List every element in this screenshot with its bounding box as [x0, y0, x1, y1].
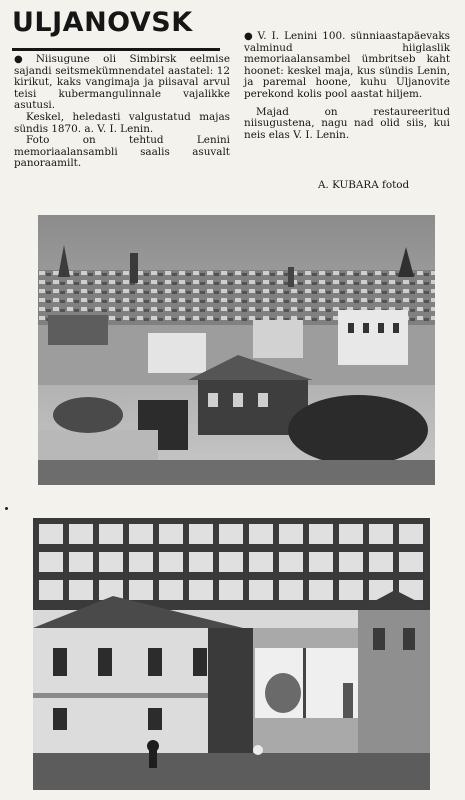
bullet-icon: ●: [14, 54, 33, 65]
left-column: [14, 54, 230, 170]
bullet-icon: ●: [244, 31, 255, 42]
headline-rule: [12, 48, 220, 51]
left-paragraph-1: [14, 54, 230, 112]
left-paragraph-1-text: Niisugune oli Simbirsk eelmise sajandi seitsmekümnendatel aastatel: 12 kirikut, kaks vangimaja ja piisaval arvul teisi kubermangulinnale vajalikke asutusi.: [14, 53, 230, 112]
right-paragraph-1: [244, 31, 450, 101]
panorama-image: [38, 215, 435, 485]
left-paragraph-2: Keskel, heledasti valgustatud majas sündis 1870. a. V. I. Lenin.: [14, 110, 230, 135]
memorial-image: [33, 518, 430, 790]
headline: ULJANOVSK: [12, 7, 193, 38]
panorama-photo: [38, 215, 435, 485]
left-paragraph-3: Foto on tehtud Lenini memoriaalansambli saalis asuvalt panoraamilt.: [14, 134, 230, 170]
memorial-photo: [33, 518, 430, 790]
right-paragraph-1-text: V. I. Lenini 100. sünniaastapäevaks valminud hiiglaslik memoriaalansambel ümbritseb kaht hoonet: keskel maja, kus sündis Lenin, ja paremal hoone, kuhu Uljanovite perekond kolis pool aastat hiljem.: [244, 30, 450, 100]
photo-credit: A. KUBARA fotod: [318, 179, 410, 191]
right-column: [244, 31, 450, 141]
print-speck: [5, 507, 8, 510]
right-paragraph-2: Majad on restaureeritud niisugustena, nagu nad olid siis, kui neis elas V. I. Lenin.: [244, 105, 450, 141]
